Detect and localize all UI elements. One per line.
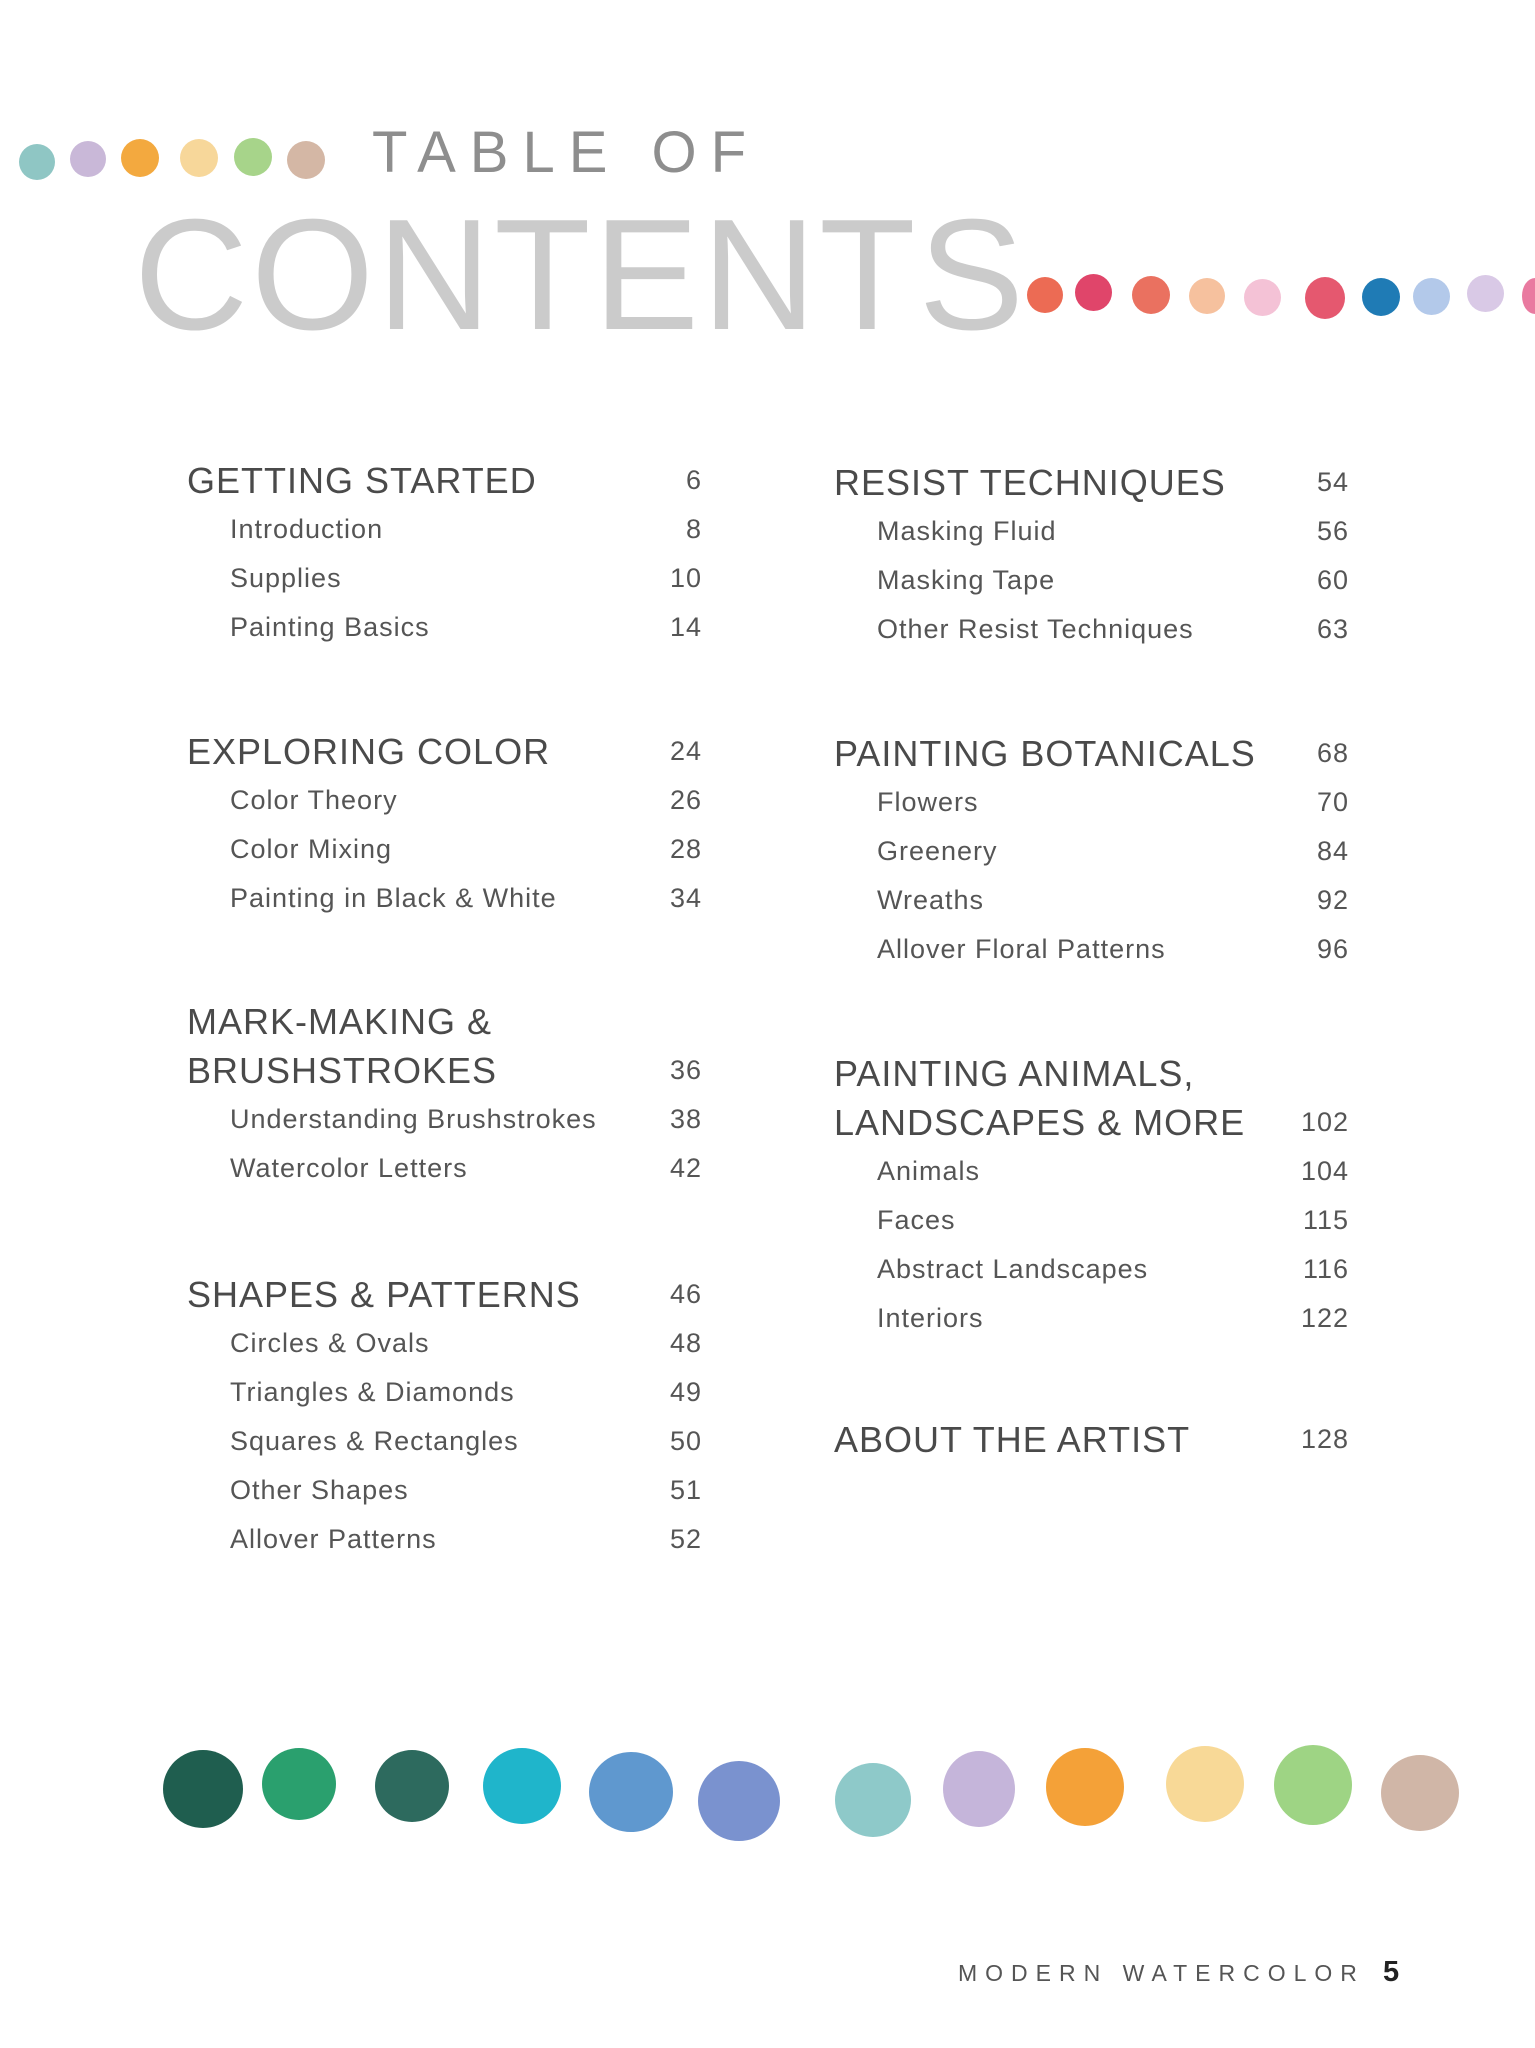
entry-label: Other Resist Techniques (877, 614, 1194, 644)
watercolor-dot (1362, 278, 1400, 316)
entry-label: Painting in Black & White (230, 883, 557, 913)
entry-page: 51 (669, 1475, 702, 1505)
entry-label: Squares & Rectangles (230, 1426, 519, 1456)
toc-entry[interactable] (187, 1095, 702, 1144)
entry-page: 42 (669, 1153, 702, 1183)
toc-entry[interactable] (187, 603, 702, 652)
toc-entry[interactable] (834, 1294, 1349, 1343)
entry-label: Understanding Brushstrokes (230, 1104, 597, 1134)
section-title-line1: PAINTING ANIMALS, (834, 1053, 1195, 1094)
section-page: 54 (1316, 467, 1349, 497)
entry-label: Greenery (877, 836, 998, 866)
toc-section-heading[interactable] (834, 729, 1349, 778)
entry-label: Abstract Landscapes (877, 1254, 1149, 1284)
entry-label: Allover Floral Patterns (877, 934, 1166, 964)
watercolor-swatch (698, 1761, 780, 1841)
watercolor-dot (1189, 278, 1225, 314)
toc-section-heading[interactable] (834, 1415, 1349, 1464)
watercolor-swatch (1166, 1746, 1244, 1822)
entry-label: Flowers (877, 787, 979, 817)
toc-section (834, 729, 1349, 974)
entry-label: Color Theory (230, 785, 398, 815)
entry-label: Masking Tape (877, 565, 1056, 595)
footer-book-title: MODERN WATERCOLOR (958, 1960, 1365, 1986)
watercolor-swatch (483, 1748, 561, 1824)
section-title-line2: BRUSHSTROKES (187, 1050, 498, 1091)
section-page: 46 (669, 1279, 702, 1309)
watercolor-dot (70, 141, 106, 177)
toc-entry[interactable] (187, 825, 702, 874)
toc-entry[interactable] (187, 1319, 702, 1368)
toc-section-heading[interactable] (187, 456, 702, 505)
toc-entry[interactable] (834, 1147, 1349, 1196)
entry-page: 28 (669, 834, 702, 864)
toc-section (834, 1049, 1349, 1343)
watercolor-swatch (1274, 1745, 1352, 1825)
entry-page: 70 (1316, 787, 1349, 817)
entry-page: 50 (669, 1426, 702, 1456)
entry-label: Other Shapes (230, 1475, 409, 1505)
entry-label: Watercolor Letters (230, 1153, 468, 1183)
entry-label: Allover Patterns (230, 1524, 437, 1554)
toc-entry[interactable] (834, 507, 1349, 556)
toc-section-heading[interactable] (187, 727, 702, 776)
toc-section (187, 727, 702, 923)
footer-page-number: 5 (1383, 1956, 1400, 1988)
toc-section-heading[interactable] (187, 997, 702, 1095)
toc-entry[interactable] (187, 874, 702, 923)
entry-label: Introduction (230, 514, 384, 544)
entry-page: 38 (669, 1104, 702, 1134)
section-page: 36 (669, 1055, 702, 1085)
watercolor-dot (1027, 277, 1063, 313)
toc-section-heading[interactable] (187, 1270, 702, 1319)
watercolor-swatch (835, 1763, 911, 1837)
watercolor-dot (287, 141, 325, 179)
section-title: ABOUT THE ARTIST (834, 1419, 1191, 1460)
entry-label: Faces (877, 1205, 956, 1235)
toc-entry[interactable] (834, 605, 1349, 654)
entry-page: 14 (669, 612, 702, 642)
entry-label: Circles & Ovals (230, 1328, 430, 1358)
toc-section-heading[interactable] (834, 1049, 1349, 1147)
entry-page: 26 (669, 785, 702, 815)
section-page: 6 (685, 465, 702, 495)
toc-left-column (187, 456, 702, 1576)
section-page: 128 (1300, 1424, 1349, 1454)
toc-section-heading[interactable] (834, 458, 1349, 507)
section-page: 102 (1300, 1107, 1349, 1137)
entry-page: 116 (1302, 1254, 1349, 1284)
entry-label: Color Mixing (230, 834, 393, 864)
toc-entry[interactable] (187, 776, 702, 825)
entry-page: 10 (669, 563, 702, 593)
entry-label: Interiors (877, 1303, 984, 1333)
toc-section (834, 458, 1349, 654)
toc-entry[interactable] (834, 778, 1349, 827)
toc-entry[interactable] (187, 1368, 702, 1417)
entry-page: 96 (1316, 934, 1349, 964)
watercolor-dot (180, 139, 218, 177)
watercolor-dot (19, 144, 55, 180)
section-page: 24 (669, 736, 702, 766)
toc-entry[interactable] (834, 1196, 1349, 1245)
watercolor-swatch (943, 1751, 1015, 1827)
entry-label: Wreaths (877, 885, 985, 915)
toc-entry[interactable] (187, 1417, 702, 1466)
entry-page: 49 (669, 1377, 702, 1407)
toc-section (187, 456, 702, 652)
toc-entry[interactable] (834, 556, 1349, 605)
toc-section (187, 1270, 702, 1564)
entry-page: 8 (685, 514, 702, 544)
entry-label: Painting Basics (230, 612, 430, 642)
title-line1: TABLE OF (372, 120, 761, 185)
entry-page: 84 (1316, 836, 1349, 866)
toc-right-column (834, 458, 1349, 1478)
entry-page: 52 (669, 1524, 702, 1554)
entry-page: 104 (1300, 1156, 1349, 1186)
toc-entry[interactable] (187, 1466, 702, 1515)
watercolor-dot (1244, 279, 1281, 316)
section-title: PAINTING BOTANICALS (834, 733, 1256, 774)
entry-label: Supplies (230, 563, 342, 593)
toc-section (187, 997, 702, 1193)
entry-page: 115 (1302, 1205, 1349, 1235)
toc-entry[interactable] (187, 554, 702, 603)
watercolor-swatch (1046, 1748, 1124, 1826)
section-title: RESIST TECHNIQUES (834, 462, 1226, 503)
entry-page: 56 (1316, 516, 1349, 546)
entry-page: 122 (1300, 1303, 1349, 1333)
toc-entry[interactable] (187, 1144, 702, 1193)
watercolor-dot (1075, 274, 1112, 311)
entry-label: Triangles & Diamonds (230, 1377, 515, 1407)
watercolor-swatch (589, 1752, 673, 1832)
entry-page: 34 (669, 883, 702, 913)
watercolor-swatch (1381, 1755, 1459, 1831)
watercolor-swatch (163, 1750, 243, 1828)
entry-label: Masking Fluid (877, 516, 1057, 546)
toc-entry[interactable] (187, 1515, 702, 1564)
title-line2: CONTENTS (134, 187, 1027, 363)
entry-page: 48 (669, 1328, 702, 1358)
toc-entry[interactable] (834, 925, 1349, 974)
entry-page: 92 (1316, 885, 1349, 915)
watercolor-dot (1413, 278, 1450, 315)
toc-entry[interactable] (834, 827, 1349, 876)
toc-entry[interactable] (187, 505, 702, 554)
toc-entry[interactable] (834, 1245, 1349, 1294)
section-title-line1: MARK-MAKING & (187, 1001, 493, 1042)
entry-label: Animals (877, 1156, 981, 1186)
toc-section (834, 1415, 1349, 1464)
watercolor-swatch (262, 1748, 336, 1820)
section-title-line2: LANDSCAPES & MORE (834, 1102, 1246, 1143)
watercolor-dot (1522, 278, 1535, 314)
section-title: GETTING STARTED (187, 460, 537, 501)
watercolor-dot (1132, 276, 1170, 314)
section-title: SHAPES & PATTERNS (187, 1274, 581, 1315)
watercolor-swatch (375, 1750, 449, 1822)
watercolor-dot (234, 138, 272, 176)
watercolor-dot (1467, 275, 1504, 312)
section-page: 68 (1316, 738, 1349, 768)
entry-page: 63 (1316, 614, 1349, 644)
watercolor-dot (121, 139, 159, 177)
toc-entry[interactable] (834, 876, 1349, 925)
section-title: EXPLORING COLOR (187, 731, 551, 772)
watercolor-dot (1305, 277, 1345, 319)
entry-page: 60 (1316, 565, 1349, 595)
